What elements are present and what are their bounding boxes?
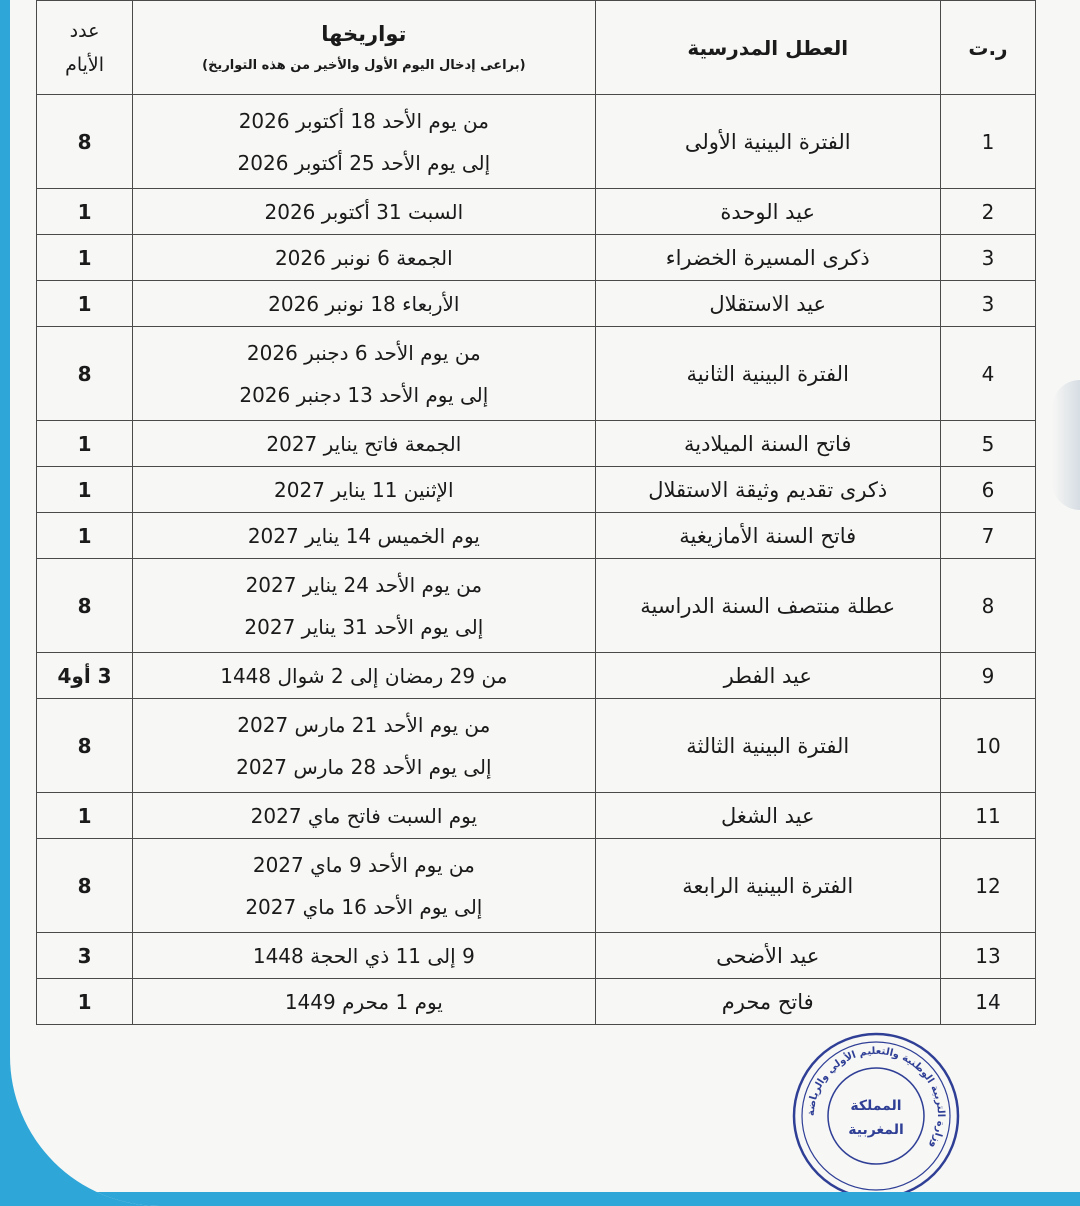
table-body	[37, 95, 1036, 1025]
cell-holiday-name: عيد الوحدة	[595, 189, 940, 235]
table-row	[37, 281, 1036, 327]
cell-days-count: 8	[37, 327, 133, 421]
cell-number: 1	[940, 95, 1035, 189]
header-dates	[133, 1, 595, 95]
cell-dates	[133, 421, 595, 467]
cell-days-count: 8	[37, 559, 133, 653]
holidays-table	[36, 0, 1036, 1025]
cell-number: 5	[940, 421, 1035, 467]
date-line: من يوم الأحد 9 ماي 2027	[252, 852, 475, 877]
header-days-line1: عدد	[69, 19, 100, 42]
cell-holiday-name: ذكرى المسيرة الخضراء	[595, 235, 940, 281]
header-dates-note: (براعى إدخال اليوم الأول والأخير من هذه التواريخ)	[202, 58, 526, 73]
date-line: إلى يوم الأحد 28 مارس 2027	[236, 754, 492, 779]
cell-days-count: 8	[37, 95, 133, 189]
table-row	[37, 839, 1036, 933]
cell-days-count: 1	[37, 421, 133, 467]
cell-holiday-name: عيد الفطر	[595, 653, 940, 699]
cell-dates	[133, 327, 595, 421]
date-line: السبت 31 أكتوبر 2026	[264, 199, 464, 224]
cell-dates	[133, 699, 595, 793]
cell-number: 11	[940, 793, 1035, 839]
cell-number: 2	[940, 189, 1035, 235]
cell-holiday-name: فاتح محرم	[595, 979, 940, 1025]
cell-number: 6	[940, 467, 1035, 513]
cell-holiday-name: ذكرى تقديم وثيقة الاستقلال	[595, 467, 940, 513]
table-row	[37, 653, 1036, 699]
bottom-blue-band	[10, 1192, 1080, 1206]
cell-dates	[133, 793, 595, 839]
seal-line1: المملكة	[850, 1098, 902, 1114]
cell-days-count: 3 أو4	[37, 653, 133, 699]
table-row	[37, 513, 1036, 559]
table-row	[37, 95, 1036, 189]
cell-holiday-name: فاتح السنة الميلادية	[595, 421, 940, 467]
header-holiday: العطل المدرسية	[595, 1, 940, 95]
cell-number: 14	[940, 979, 1035, 1025]
cell-dates	[133, 95, 595, 189]
cell-dates	[133, 281, 595, 327]
table-row	[37, 559, 1036, 653]
cell-dates	[133, 189, 595, 235]
table-row	[37, 421, 1036, 467]
date-line: الجمعة 6 نونبر 2026	[274, 245, 453, 270]
cell-number: 13	[940, 933, 1035, 979]
table-row	[37, 979, 1036, 1025]
cell-holiday-name: عيد الشغل	[595, 793, 940, 839]
seal-ring-text: وزارة التربية الوطنية والتعليم الأولي والرياضة	[805, 1045, 947, 1151]
cell-days-count: 8	[37, 839, 133, 933]
date-line: إلى يوم الأحد 13 دجنبر 2026	[239, 382, 489, 407]
table-row	[37, 699, 1036, 793]
cell-dates	[133, 933, 595, 979]
cell-dates	[133, 839, 595, 933]
cell-dates	[133, 513, 595, 559]
cell-number: 9	[940, 653, 1035, 699]
date-line: 9 إلى 11 ذي الحجة 1448	[252, 943, 475, 968]
table-header-row	[37, 1, 1036, 95]
date-line: إلى يوم الأحد 25 أكتوبر 2026	[237, 150, 491, 175]
cell-days-count: 1	[37, 189, 133, 235]
cell-holiday-name: الفترة البينية الثالثة	[595, 699, 940, 793]
cell-holiday-name: عطلة منتصف السنة الدراسية	[595, 559, 940, 653]
document-page	[10, 0, 1080, 1206]
cell-holiday-name: عيد الأضحى	[595, 933, 940, 979]
date-line: الإثنين 11 يناير 2027	[274, 477, 454, 502]
cell-holiday-name: الفترة البينية الثانية	[595, 327, 940, 421]
cell-dates	[133, 467, 595, 513]
date-line: إلى يوم الأحد 16 ماي 2027	[245, 894, 483, 919]
cell-holiday-name: الفترة البينية الرابعة	[595, 839, 940, 933]
date-line: الجمعة فاتح يناير 2027	[266, 431, 462, 456]
table-row	[37, 235, 1036, 281]
header-number: ر.ت	[940, 1, 1035, 95]
cell-days-count: 1	[37, 979, 133, 1025]
cell-days-count: 1	[37, 793, 133, 839]
date-line: يوم الخميس 14 يناير 2027	[247, 523, 480, 548]
date-line: يوم 1 محرم 1449	[284, 989, 443, 1014]
header-days-line2: الأيام	[65, 53, 105, 76]
date-line: من يوم الأحد 6 دجنبر 2026	[246, 340, 481, 365]
cell-dates	[133, 235, 595, 281]
table-row	[37, 793, 1036, 839]
cell-days-count: 1	[37, 235, 133, 281]
date-line: إلى يوم الأحد 31 يناير 2027	[244, 614, 484, 639]
ministry-seal	[788, 1030, 964, 1202]
date-line: يوم السبت فاتح ماي 2027	[250, 803, 478, 828]
cell-dates	[133, 653, 595, 699]
date-line: من يوم الأحد 18 أكتوبر 2026	[238, 108, 489, 133]
header-dates-title: تواريخها	[321, 22, 407, 46]
date-line: من 29 رمضان إلى 2 شوال 1448	[220, 663, 508, 688]
page-edge-shadow	[1052, 380, 1080, 510]
cell-dates	[133, 559, 595, 653]
cell-number: 12	[940, 839, 1035, 933]
table-row	[37, 933, 1036, 979]
cell-days-count: 1	[37, 281, 133, 327]
table-row	[37, 327, 1036, 421]
cell-days-count: 1	[37, 467, 133, 513]
cell-number: 4	[940, 327, 1035, 421]
date-line: من يوم الأحد 24 يناير 2027	[245, 572, 483, 597]
cell-number: 3	[940, 235, 1035, 281]
cell-days-count: 8	[37, 699, 133, 793]
table-row	[37, 189, 1036, 235]
seal-line2: المغربية	[848, 1122, 904, 1138]
cell-holiday-name: فاتح السنة الأمازيغية	[595, 513, 940, 559]
cell-days-count: 3	[37, 933, 133, 979]
cell-days-count: 1	[37, 513, 133, 559]
date-line: من يوم الأحد 21 مارس 2027	[237, 712, 491, 737]
cell-dates	[133, 979, 595, 1025]
date-line: الأربعاء 18 نونبر 2026	[268, 291, 460, 316]
cell-number: 8	[940, 559, 1035, 653]
cell-holiday-name: عيد الاستقلال	[595, 281, 940, 327]
cell-number: 10	[940, 699, 1035, 793]
cell-number: 7	[940, 513, 1035, 559]
cell-number: 3	[940, 281, 1035, 327]
header-days	[37, 1, 133, 95]
cell-holiday-name: الفترة البينية الأولى	[595, 95, 940, 189]
table-row	[37, 467, 1036, 513]
